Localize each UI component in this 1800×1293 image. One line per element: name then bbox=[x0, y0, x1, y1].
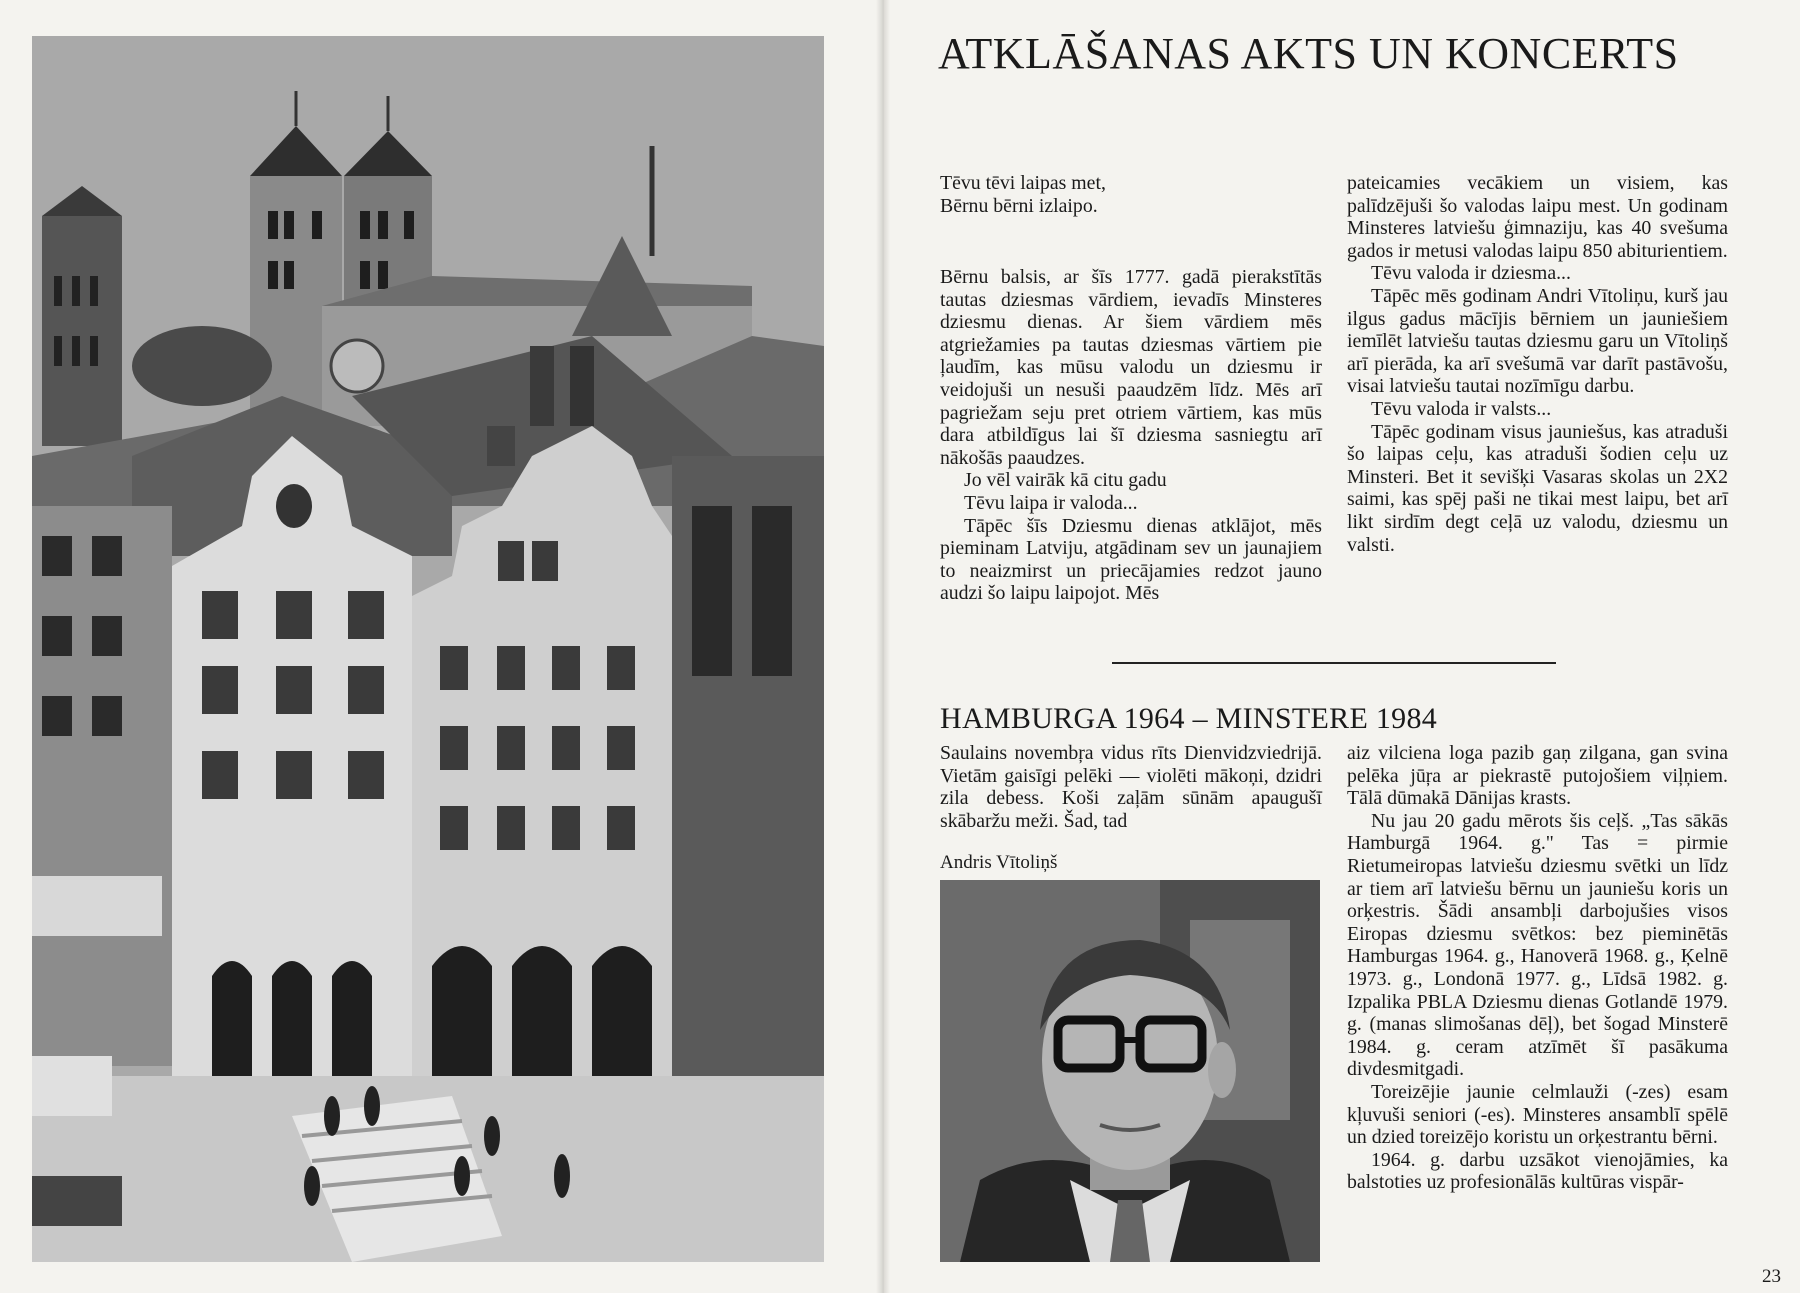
paragraph: Nu jau 20 gadu mērots šis ceļš. „Tas sākās Hamburgā 1964. g." Tas = pirmie Rietumeiropas latviešu dziesmu svētki un līdz ar tiem arī latviešu bērnu un jauniešu koris un orķestris. Šādi ansambļi darbojušies visos Eiropas dziesmu svētkos: bez pieminētās Hamburgas 1964. g., Hanoverā 1968. g., Ķelnē 1973. g., Londonā 1977. g., Līdsā 1982. g. Izpalika PBLA Dziesmu dienas Gotlandē 1979. g. (manas slimošanas dēļ), bet šogad Minsterē 1984. g. ceram atzīmēt šī pasākuma divdesmitgadi. bbox=[1347, 809, 1728, 1081]
section1-left-column bbox=[940, 266, 1322, 605]
page-number: 23 bbox=[1762, 1266, 1781, 1287]
street-photo-illustration bbox=[32, 36, 824, 1262]
paragraph: Tēvu laipa ir valoda... bbox=[964, 491, 1138, 514]
paragraph: Tāpēc mēs godinam Andri Vītoliņu, kurš jau ilgus gadus mācījis bērniem un jauniešiem iemīlēt latviešu tautas dziesmu garu un Vītoliņš arī pierāda, ka arī svešumā var darīt pastāvošu, visai latviešu tautai nozīmīgu darbu. bbox=[1347, 284, 1728, 398]
verse-line: Bērnu bērni izlaipo. bbox=[940, 194, 1098, 217]
photo-caption: Andris Vītoliņš bbox=[940, 852, 1058, 873]
section1-right-column bbox=[1347, 172, 1728, 556]
section-subtitle: HAMBURGA 1964 – MINSTERE 1984 bbox=[940, 702, 1438, 735]
paragraph: pateicamies vecākiem un visiem, kas palīdzējuši šo valodas laipu mest. Un godinam Minsteres latviešu ģimnaziju, kas 40 svešuma gados ir metusi valodas laipu 850 abiturientiem. bbox=[1347, 172, 1728, 262]
street-photo bbox=[32, 36, 824, 1262]
paragraph: Tēvu valoda ir dziesma... bbox=[1371, 262, 1571, 285]
paragraph: aiz vilciena loga pazib gaņ zilgana, gan svina pelēka jūŗa ar piekrastē putojošiem viļņiem. Tālā dūmakā Dānijas krasts. bbox=[1347, 742, 1728, 810]
section-divider bbox=[1112, 662, 1556, 664]
paragraph: 1964. g. darbu uzsākot vienojāmies, ka balstoties uz profesionālās kultūras vispār- bbox=[1347, 1148, 1728, 1194]
paragraph: Jo vēl vairāk kā citu gadu bbox=[964, 469, 1167, 492]
portrait-illustration bbox=[940, 880, 1320, 1262]
paragraph: Toreizējie jaunie celmlauži (-zes) esam kļuvuši seniori (-es). Minsteres ansamblī spēlē un dzied toreizējo koristu un orķestrantu bērni. bbox=[1347, 1080, 1728, 1149]
portrait-photo bbox=[940, 880, 1320, 1262]
page-gutter bbox=[876, 0, 890, 1293]
verse bbox=[940, 172, 1106, 217]
verse-line: Tēvu tēvi laipas met, bbox=[940, 172, 1106, 194]
article-title: ATKLĀŠANAS AKTS UN KONCERTS bbox=[938, 29, 1679, 78]
paragraph: Tēvu valoda ir valsts... bbox=[1371, 397, 1552, 420]
section2-left-column bbox=[940, 742, 1322, 832]
paragraph: Tāpēc godinam visus jauniešus, kas atraduši šo laipas ceļu, kas atraduši šodien ceļu uz Minsteri. Bet it sevišķi Vasaras skolas un 2X2 saimi, kas spēj paši ne tikai mest laipu, bet arī likt sirdīm degt ceļā uz valodu, dziesmu un valsti. bbox=[1347, 420, 1728, 556]
paragraph: Bērnu balsis, ar šīs 1777. gadā pierakstītās tautas dziesmas vārdiem, ievadīs Minsteres dziesmu dienas. Ar šiem vārdiem mēs atgriežamies pa tautas dziesmas vārtiem pie ļaudīm, kas mūsu valodu un dziesmu ir veidojuši un nesuši paaudzēm līdz. Mēs arī pagriežam seju pret otriem vārtiem, kas mūs dara atbildīgus lai šī dziesma sasniegtu arī nākošās paaudzes. bbox=[940, 266, 1322, 469]
section2-right-column bbox=[1347, 742, 1728, 1194]
paragraph: Tāpēc šīs Dziesmu dienas atklājot, mēs pieminam Latviju, atgādinam sev un jaunajiem to neaizmirst un priecājamies redzot jauno audzi šo laipu laipojot. Mēs bbox=[940, 514, 1322, 605]
paragraph: Saulains novembŗa vidus rīts Dienvidzviedrijā. Vietām gaisīgi pelēki — violēti mākoņi, dzidri zila debess. Koši zaļām sūnām apaugušī skābaržu meži. Šad, tad bbox=[940, 742, 1322, 832]
